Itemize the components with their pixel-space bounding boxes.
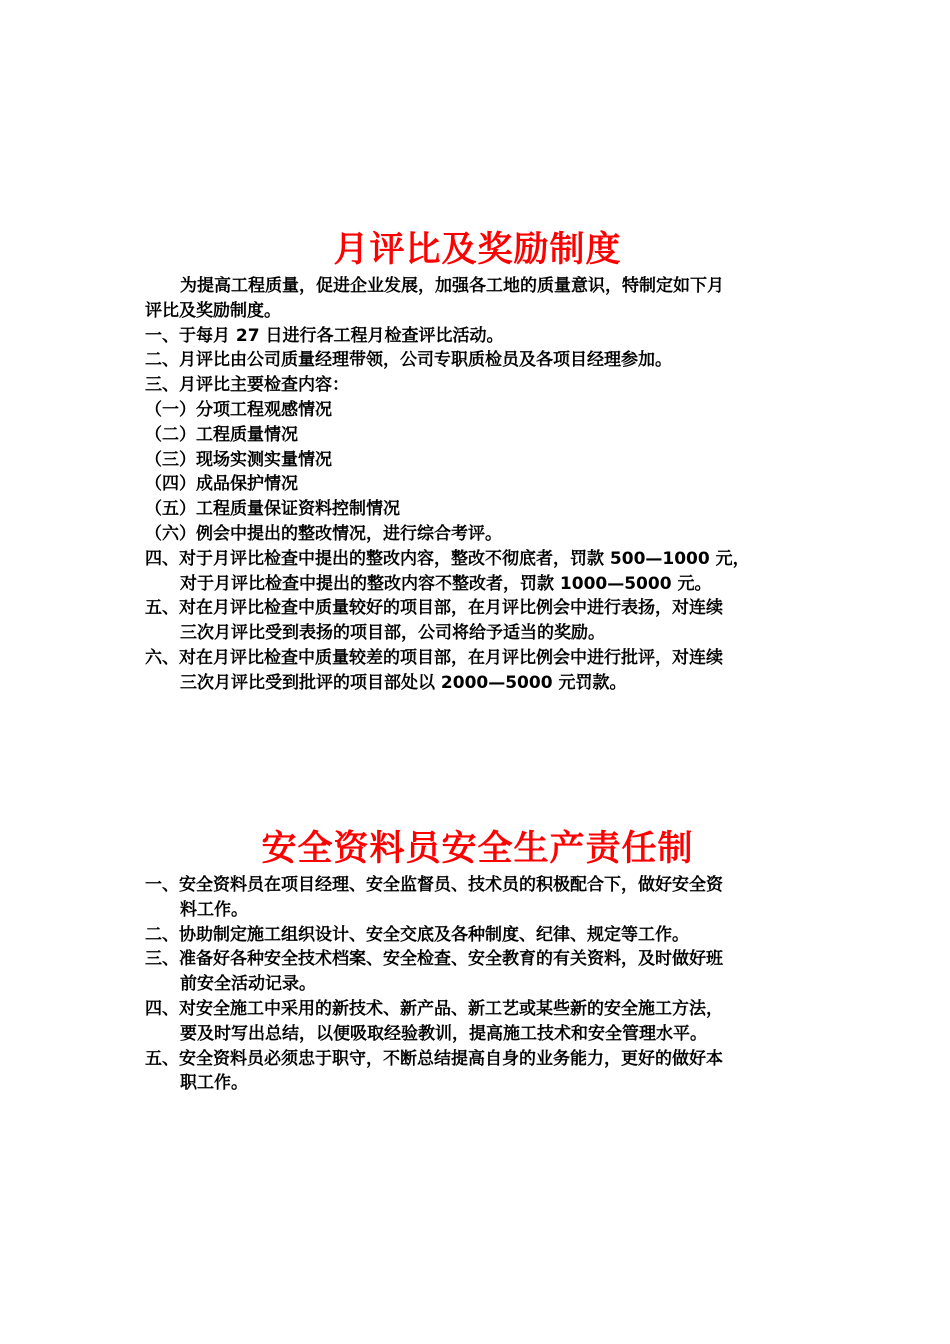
intro-paragraph-line: 评比及奖励制度。: [145, 300, 281, 321]
section-monthly-evaluation: [145, 226, 810, 696]
sub-list-item: （一）分项工程观感情况: [145, 399, 332, 420]
list-item-continuation: 要及时写出总结，以便吸取经验教训，提高施工技术和安全管理水平。: [180, 1023, 707, 1044]
list-item: 二、月评比由公司质量经理带领，公司专职质检员及各项目经理参加。: [145, 350, 672, 371]
intro-paragraph-line: 为提高工程质量，促进企业发展，加强各工地的质量意识，特制定如下月: [180, 276, 724, 296]
sub-list-item: （六）例会中提出的整改情况，进行综合考评。: [145, 523, 502, 544]
sub-list-item: （二）工程质量情况: [145, 424, 298, 445]
sub-list-item: （三）现场实测实量情况: [145, 449, 332, 470]
section-title: 安全资料员安全生产责任制: [261, 829, 694, 869]
list-item: 五、安全资料员必须忠于职守，不断总结提高自身的业务能力，更好的做好本: [145, 1048, 723, 1069]
list-item: 三、月评比主要检查内容：: [145, 375, 349, 396]
list-item: 二、协助制定施工组织设计、安全交底及各种制度、纪律、规定等工作。: [145, 924, 689, 945]
section-title: 月评比及奖励制度: [333, 230, 622, 270]
list-item: 六、对在月评比检查中质量较差的项目部，在月评比例会中进行批评，对连续: [145, 647, 723, 668]
list-item: 四、对安全施工中采用的新技术、新产品、新工艺或某些新的安全施工方法，: [145, 998, 723, 1019]
list-item: 五、对在月评比检查中质量较好的项目部，在月评比例会中进行表扬，对连续: [145, 598, 723, 619]
list-item-continuation: 对于月评比检查中提出的整改内容不整改者，罚款 1000—5000 元。: [180, 573, 712, 594]
list-item: 一、于每月 27 日进行各工程月检查评比活动。: [145, 325, 504, 346]
list-item-continuation: 料工作。: [180, 899, 248, 920]
list-item: 一、安全资料员在项目经理、安全监督员、技术员的积极配合下，做好安全资: [145, 875, 723, 895]
list-item-continuation: 三次月评比受到批评的项目部处以 2000—5000 元罚款。: [180, 672, 627, 693]
list-item-continuation: 三次月评比受到表扬的项目部，公司将给予适当的奖励。: [180, 623, 605, 644]
section-safety-clerk-responsibility: [145, 825, 810, 1096]
list-item: 四、对于月评比检查中提出的整改内容，整改不彻底者，罚款 500—1000 元，: [145, 548, 750, 569]
sub-list-item: （五）工程质量保证资料控制情况: [145, 499, 400, 520]
list-item-continuation: 职工作。: [180, 1073, 248, 1094]
list-item-continuation: 前安全活动记录。: [180, 974, 316, 995]
sub-list-item: （四）成品保护情况: [145, 474, 298, 495]
list-item: 三、准备好各种安全技术档案、安全检查、安全教育的有关资料，及时做好班: [145, 949, 723, 970]
